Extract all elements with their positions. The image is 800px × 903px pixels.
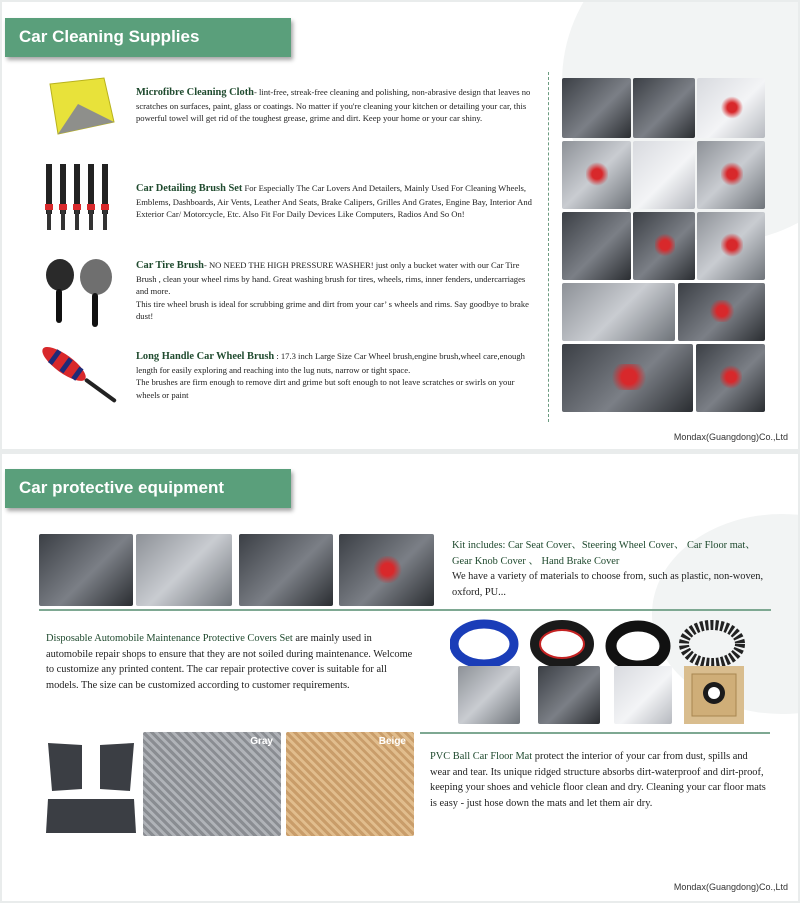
- protective-equipment-panel: [2, 454, 798, 901]
- photo-air-vent: [697, 141, 765, 209]
- mat-title: PVC Ball Car Floor Mat: [430, 751, 533, 762]
- company-footer: Mondax(Guangdong)Co.,Ltd: [673, 432, 788, 442]
- photo-seat-cover-2: [136, 534, 232, 606]
- mat-description: protect the interior of your car from dust, spills and wear and tear. Its unique ridged structure absorbs dirt-waterproof and dirt-proof, keeping your shoes and vehicle floor clean and dry. Cleaning your car floor mats is easy - just hose down the mats and let them air dry.: [430, 751, 766, 809]
- section-title-banner: Car Cleaning Supplies: [5, 18, 291, 57]
- product-name: Long Handle Car Wheel Brush: [136, 351, 275, 362]
- photo-emblem-clean: [562, 141, 631, 209]
- photo-cloth-use: [562, 78, 631, 138]
- kit-includes-text: [452, 538, 767, 600]
- product-tire-brush: [136, 259, 534, 323]
- photo-engine-bay: [678, 283, 765, 341]
- kit-label: Kit includes: Car Seat Cover、Steering Wheel Cover、 Car Floor mat、Gear Knob Cover 、 Hand Brake Cover: [452, 540, 756, 567]
- wheel-brush-image: [38, 342, 120, 408]
- product-description: - NO NEED THE HIGH PRESSURE WASHER! just only a bucket water with our Car Tire Brush , clean your wheel rims by hand. Great washing brush for tires, wheels, rims, inner fenders, undercarriages and more.: [136, 260, 526, 297]
- photo-tire-brush-use: [562, 212, 631, 280]
- photo-wheel-rim: [562, 283, 675, 341]
- product-name: Microfibre Cleaning Cloth: [136, 87, 254, 98]
- beige-label: Beige: [378, 736, 406, 747]
- product-description: - lint-free, streak-free cleaning and polishing, non-abrasive design that leaves no scratches on surfaces, paint, glass or coatings. No matter if you're cleaning your kitchen or detailing your car, this powerful towel will get rid of the toughest grease, grime and dirt. Keep your home or your car shiny.: [136, 87, 531, 124]
- gray-label: Gray: [250, 736, 273, 747]
- section-divider-line: [420, 732, 770, 734]
- photo-floor-mat-logo: [684, 666, 744, 724]
- detailing-brush-set-image: [40, 152, 118, 236]
- photo-gear-knob-cover: [458, 666, 520, 724]
- microfibre-cloth-image: [44, 74, 118, 138]
- photo-brushes: [697, 78, 765, 138]
- pvc-floor-mat-text: [430, 749, 770, 811]
- photo-seat-cover-3: [239, 534, 333, 606]
- disposable-covers-text: [46, 631, 416, 693]
- photo-engine-brush: [696, 344, 765, 412]
- photo-beige-floor-mat: [286, 732, 414, 836]
- tire-brush-image: [42, 257, 118, 329]
- product-description: : 17.3 inch Large Size Car Wheel brush,engine brush,wheel care,enough length for easily exploring and reaching into the lug nuts, narrow or tight space.: [136, 351, 525, 375]
- product-description: For Especially The Car Lovers And Detailers, Mainly Used For Cleaning Wheels, Emblems, Dashboards, Air Vents, Leather And Seats, Brake Calipers, Grilles And Grates, Engine Bay, Interior And Exterior Car/ Motorcycle, Etc. Also Fit For Daily Devices Like Computers, Radios And So On!: [136, 183, 532, 220]
- disposable-title: Disposable Automobile Maintenance Protective Covers Set: [46, 633, 293, 644]
- product-description-2: This tire wheel brush is ideal for scrubbing grime and dirt from your car’ s wheels and rims. Say goodbye to brake dust!: [136, 298, 529, 322]
- photo-seat-cover-1: [39, 534, 133, 606]
- product-wheel-brush: [136, 350, 534, 401]
- photo-gear-shift: [538, 666, 600, 724]
- photo-seat-cover-4: [339, 534, 434, 606]
- disposable-description: are mainly used in automobile repair shops to ensure that they are not soiled during maintenance. Welcome to customize any printed content. The car repair protective cover is suitable for all models. The size can be customized according to customer requirements.: [46, 633, 413, 691]
- company-footer: Mondax(Guangdong)Co.,Ltd: [673, 882, 788, 892]
- product-name: Car Tire Brush: [136, 260, 204, 271]
- product-name: Car Detailing Brush Set: [136, 183, 243, 194]
- photo-dashboard-wipe: [633, 78, 695, 138]
- photo-long-brush: [562, 344, 693, 412]
- section-divider-line: [39, 609, 771, 611]
- product-detailing-brush-set: [136, 182, 534, 221]
- photo-brush-vent: [633, 141, 695, 209]
- product-microfibre-cloth: [136, 86, 534, 125]
- photo-wheel-clean: [633, 212, 695, 280]
- photo-rim-clean: [697, 212, 765, 280]
- cleaning-supplies-panel: [2, 2, 798, 449]
- photo-gray-floor-mat: [143, 732, 281, 836]
- floor-mat-set-image: [44, 741, 138, 835]
- kit-description: We have a variety of materials to choose from, such as plastic, non-woven, oxford, PU...: [452, 571, 764, 598]
- photo-hand-brake-cover: [614, 666, 672, 724]
- section-title-banner: Car protective equipment: [5, 469, 291, 508]
- section-divider: [548, 72, 549, 422]
- product-description-2: The brushes are firm enough to remove dirt and grime but soft enough to not leave scratches or swirls on your wheels or paint: [136, 377, 515, 400]
